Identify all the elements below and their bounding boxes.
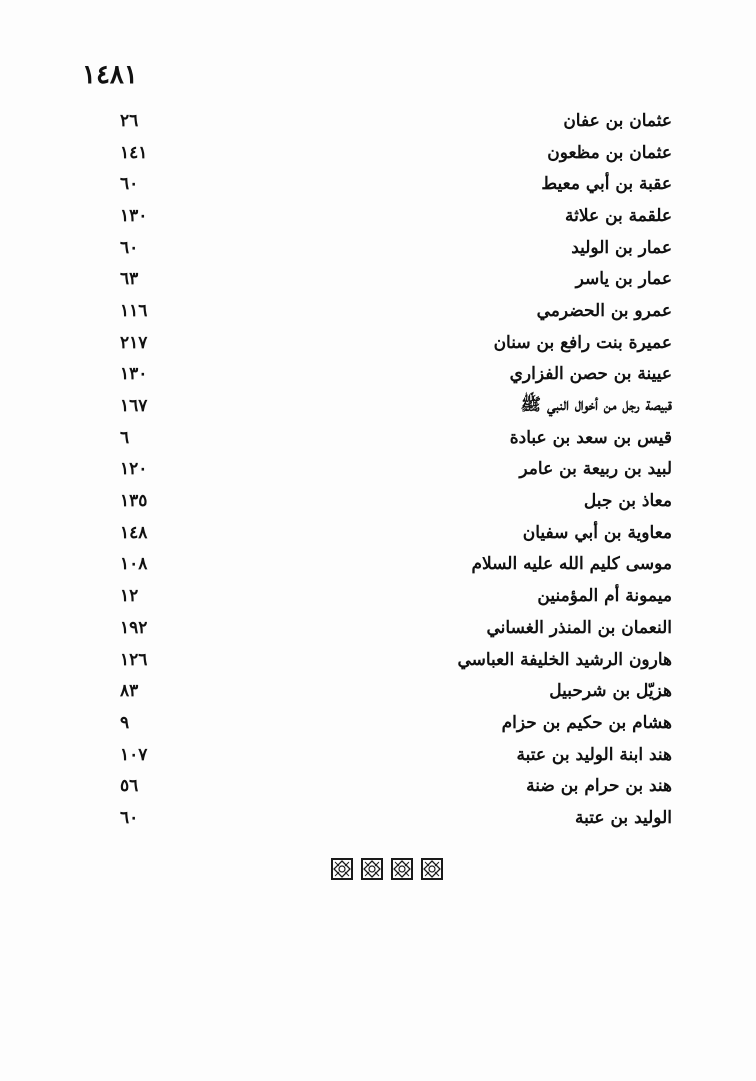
entry-name: ميمونة أم المؤمنين — [537, 586, 672, 607]
entry-name: عثمان بن عفان — [563, 110, 672, 131]
entry-name: هند بن حرام بن ضنة — [526, 776, 672, 797]
index-entry — [120, 675, 672, 707]
index-entry — [120, 580, 672, 612]
entry-name: هند ابنة الوليد بن عتبة — [516, 744, 672, 765]
geometric-ornament-icon — [391, 858, 413, 880]
entry-page-number: ٥٦ — [120, 776, 139, 797]
entry-page-number: ٦ — [120, 427, 130, 448]
geometric-ornament-icon — [421, 858, 443, 880]
entry-name: قبيصة رجل من أخوال النبي ﷺ — [520, 394, 672, 415]
entry-name: هزيّل بن شرحبيل — [549, 681, 672, 702]
entry-page-number: ١٠٨ — [120, 554, 148, 575]
entry-page-number: ٢٦ — [120, 110, 139, 131]
entry-name: عمرو بن الحضرمي — [536, 300, 672, 321]
entry-name: معاوية بن أبي سفيان — [522, 522, 672, 543]
entry-name: عثمان بن مظعون — [547, 142, 672, 163]
geometric-ornament-icon — [361, 858, 383, 880]
index-entry — [120, 707, 672, 739]
entry-page-number: ١٣٠ — [120, 364, 148, 385]
entry-name: عقبة بن أبي معيط — [541, 174, 672, 195]
entry-name: النعمان بن المنذر الغساني — [486, 617, 672, 638]
entry-name: عمار بن ياسر — [575, 269, 672, 290]
entry-page-number: ١٠٧ — [120, 744, 148, 765]
index-entry — [120, 644, 672, 676]
index-entry — [120, 359, 672, 391]
index-entry — [120, 232, 672, 264]
entry-name: قيس بن سعد بن عبادة — [509, 427, 672, 448]
index-entry — [120, 612, 672, 644]
index-entry — [120, 295, 672, 327]
index-entry — [120, 454, 672, 486]
page-number: ١٤٨١ — [82, 60, 138, 90]
index-entry — [120, 137, 672, 169]
entry-page-number: ١٢ — [120, 586, 139, 607]
entry-name: هشام بن حكيم بن حزام — [501, 712, 672, 733]
geometric-ornament-icon — [331, 858, 353, 880]
entry-page-number: ١٢٦ — [120, 649, 148, 670]
index-entry — [120, 422, 672, 454]
entry-name: علقمة بن علاثة — [565, 205, 672, 226]
index-entry — [120, 168, 672, 200]
entry-page-number: ١٤٨ — [120, 522, 148, 543]
index-entry — [120, 517, 672, 549]
entry-page-number: ٩ — [120, 712, 130, 733]
entry-name: عيينة بن حصن الفزاري — [509, 364, 672, 385]
index-entry — [120, 739, 672, 771]
index-entry — [120, 485, 672, 517]
index-entry — [120, 263, 672, 295]
index-entry — [120, 105, 672, 137]
entry-page-number: ١٣٠ — [120, 205, 148, 226]
entry-name: لبيد بن ربيعة بن عامر — [519, 459, 672, 480]
entry-name: موسى كليم الله عليه السلام — [471, 554, 672, 575]
entry-page-number: ٦٣ — [120, 269, 139, 290]
entry-page-number: ١٤١ — [120, 142, 148, 163]
index-list — [120, 105, 672, 834]
index-entry — [120, 390, 672, 422]
entry-page-number: ٦٠ — [120, 807, 139, 828]
index-entry — [120, 200, 672, 232]
entry-page-number: ١٢٠ — [120, 459, 148, 480]
index-entry — [120, 770, 672, 802]
entry-name: عمار بن الوليد — [571, 237, 672, 258]
entry-page-number: ٦٠ — [120, 237, 139, 258]
entry-name: الوليد بن عتبة — [575, 807, 672, 828]
entry-page-number: ١١٦ — [120, 300, 148, 321]
index-entry — [120, 549, 672, 581]
entry-page-number: ١٦٧ — [120, 396, 148, 417]
entry-page-number: ٦٠ — [120, 174, 139, 195]
entry-page-number: ١٩٢ — [120, 617, 148, 638]
ornament-divider — [331, 858, 443, 880]
entry-name: هارون الرشيد الخليفة العباسي — [457, 649, 672, 670]
entry-page-number: ٨٣ — [120, 681, 139, 702]
index-entry — [120, 327, 672, 359]
entry-name: عميرة بنت رافع بن سنان — [493, 332, 672, 353]
entry-name: معاذ بن جبل — [583, 491, 672, 512]
entry-page-number: ١٣٥ — [120, 491, 148, 512]
entry-page-number: ٢١٧ — [120, 332, 148, 353]
index-entry — [120, 802, 672, 834]
